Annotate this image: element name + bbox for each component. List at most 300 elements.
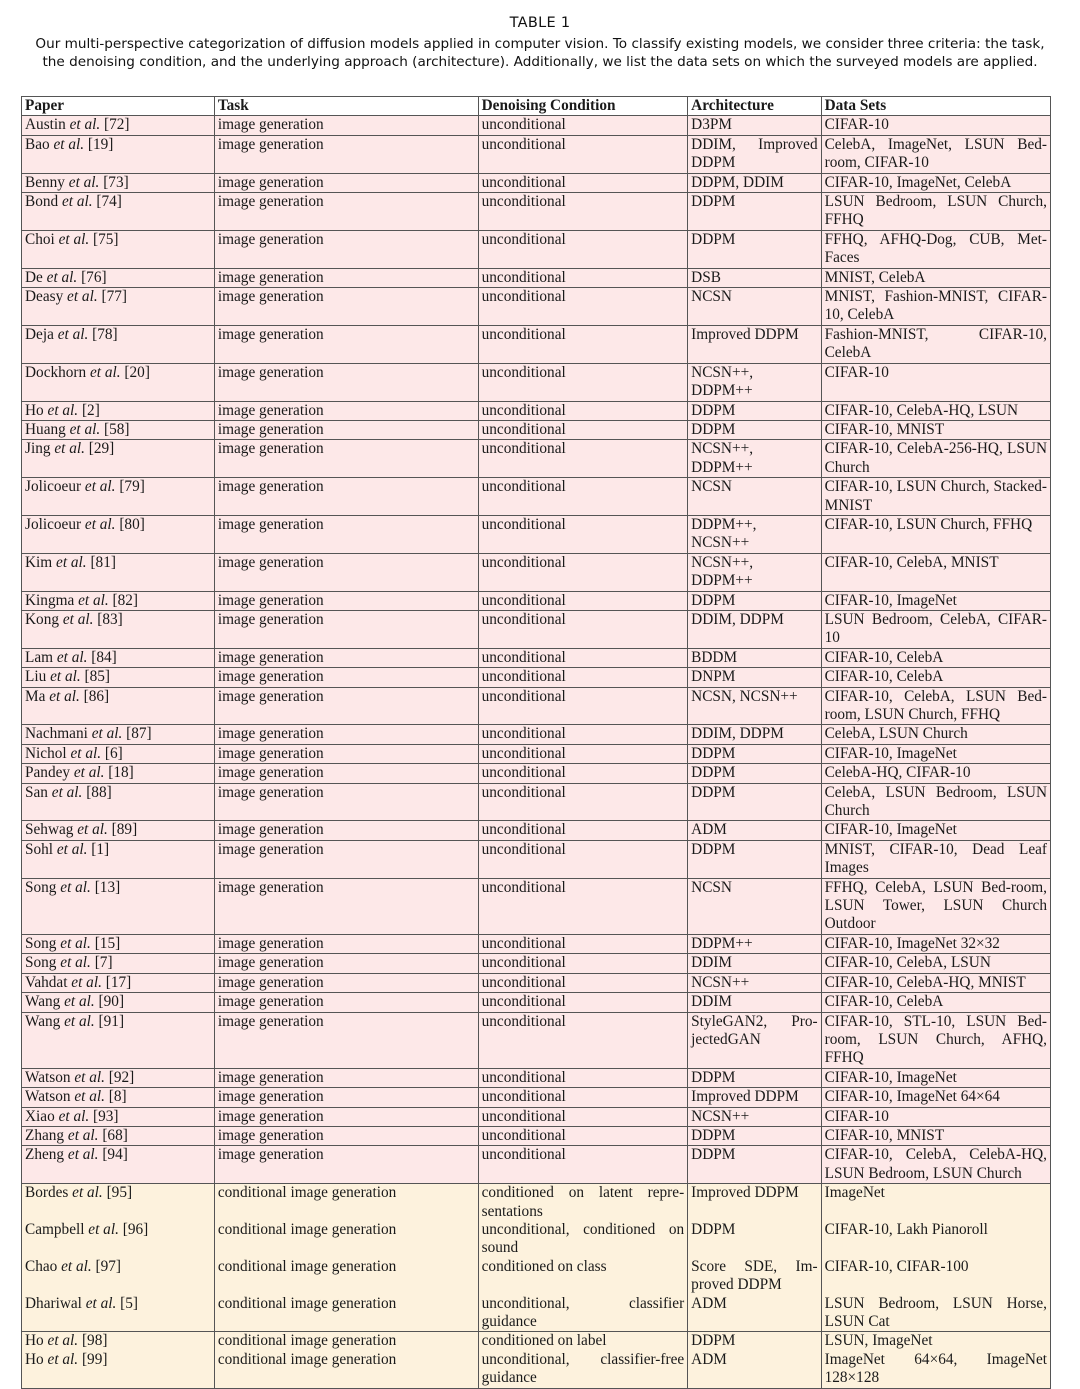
cell-data-sets: CelebA-HQ, CIFAR-10 [821,764,1050,783]
cell-denoising-condition: unconditional [478,648,688,667]
author-name: Deasy [25,288,64,306]
author-name: Xiao [25,1107,55,1125]
cell-data-sets: LSUN Bedroom, CelebA, CIFAR-10 [821,610,1050,648]
table-row [22,1088,1051,1107]
cell-architecture: NCSN++, DDPM++ [688,363,821,401]
cell-denoising-condition: unconditional [478,973,688,992]
author-name: Zhang [25,1126,65,1144]
cell-paper [22,1332,215,1351]
cell-paper [22,440,215,478]
citation-ref: [81] [86,553,116,571]
cell-data-sets: MNIST, CelebA [821,268,1050,287]
table-row [22,193,1051,231]
cell-architecture: DDPM++ [688,934,821,953]
cell-architecture: D3PM [688,116,821,135]
citation-ref: [2] [78,401,100,419]
cell-denoising-condition: unconditional [478,401,688,420]
cell-task: image generation [214,878,478,934]
cell-paper [22,268,215,287]
cell-data-sets: CIFAR-10, MNIST [821,1126,1050,1145]
author-name: Ho [25,1350,44,1368]
author-name: Ma [25,687,46,705]
author-name: Lam [25,648,54,666]
cell-architecture: DDIM [688,954,821,973]
et-al: et al. [70,1088,105,1106]
cell-data-sets: CIFAR-10 [821,1107,1050,1126]
caption-line: Our multi-perspective categorization of diffusion models applied in computer vision. To classify existing models, we consider three criteria: the task, [35,36,1045,52]
table-body [22,116,1051,1388]
author-name: Jolicoeur [25,478,82,496]
et-al: et al. [66,744,102,762]
cell-architecture: DNPM [688,668,821,687]
cell-denoising-condition: unconditional [478,954,688,973]
et-al: et al. [57,1257,92,1275]
cell-data-sets: FFHQ, CelebA, LSUN Bed-room, LSUN Tower, LSUN Church Outdoor [821,878,1050,934]
cell-data-sets: CIFAR-10, STL-10, LSUN Bed-room, LSUN Church, AFHQ, FFHQ [821,1012,1050,1068]
cell-denoising-condition: unconditional [478,420,688,439]
cell-denoising-condition: unconditional [478,668,688,687]
et-al: et al. [58,193,93,211]
cell-task: image generation [214,440,478,478]
cell-task: image generation [214,744,478,763]
cell-denoising-condition: unconditional [478,1088,688,1107]
cell-architecture: StyleGAN2, Pro-jectedGAN [688,1012,821,1068]
table-row [22,420,1051,439]
cell-architecture: DDPM [688,840,821,878]
cell-task: image generation [214,993,478,1012]
cell-data-sets: CIFAR-10, LSUN Church, Stacked-MNIST [821,478,1050,516]
cell-paper [22,993,215,1012]
cell-architecture: DDIM, DDPM [688,725,821,744]
et-al: et al. [86,363,121,381]
cell-paper [22,116,215,135]
cell-architecture: DDPM, DDIM [688,173,821,192]
table-row [22,764,1051,783]
cell-denoising-condition: unconditional [478,840,688,878]
citation-ref: [76] [77,268,107,286]
cell-denoising-condition: unconditional [478,591,688,610]
cell-architecture: ADM [688,1351,821,1388]
table-row [22,515,1051,553]
cell-task: image generation [214,821,478,840]
cell-denoising-condition: unconditional, conditioned on sound [478,1221,688,1258]
cell-denoising-condition: unconditional [478,553,688,591]
cell-paper [22,610,215,648]
author-name: Ho [25,1332,44,1350]
cell-paper [22,1107,215,1126]
cell-task: image generation [214,648,478,667]
categorization-table [21,96,1051,1389]
cell-paper [22,135,215,173]
citation-ref: [86] [79,687,110,705]
citation-ref: [75] [89,230,119,248]
cell-data-sets: CIFAR-10, CelebA [821,668,1050,687]
cell-data-sets: CIFAR-10 [821,116,1050,135]
et-al: et al. [54,230,90,248]
cell-task: conditional image generation [214,1221,478,1258]
cell-denoising-condition: unconditional [478,478,688,516]
table-title: TABLE 1 [509,15,571,31]
cell-task: image generation [214,610,478,648]
table-row [22,478,1051,516]
et-al: et al. [63,288,98,306]
cell-data-sets: CIFAR-10, CelebA, CelebA-HQ, LSUN Bedroom, LSUN Church [821,1146,1050,1184]
author-name: De [25,268,43,286]
citation-ref: [80] [115,515,145,533]
cell-architecture: NCSN++ [688,973,821,992]
cell-paper [22,325,215,363]
cell-task: image generation [214,135,478,173]
table-row [22,1126,1051,1145]
table-row [22,363,1051,401]
cell-denoising-condition: unconditional [478,515,688,553]
author-name: Benny [25,173,65,191]
citation-ref: [92] [104,1068,135,1086]
cell-paper [22,420,215,439]
table-row [22,783,1051,821]
cell-paper [22,1012,215,1068]
cell-architecture: BDDM [688,648,821,667]
et-al: et al. [84,1220,119,1238]
header-architecture: Architecture [688,97,821,116]
cell-paper [22,230,215,268]
citation-ref: [15] [90,934,121,952]
cell-paper [22,591,215,610]
et-al: et al. [81,478,116,496]
cell-data-sets: CIFAR-10, CelebA, MNIST [821,553,1050,591]
cell-task: image generation [214,288,478,326]
cell-architecture: Improved DDPM [688,1184,821,1221]
table-row [22,1107,1051,1126]
cell-data-sets: ImageNet [821,1184,1050,1221]
author-name: Song [25,934,57,952]
cell-denoising-condition: unconditional [478,783,688,821]
cell-paper [22,1351,215,1388]
cell-denoising-condition: conditioned on class [478,1258,688,1295]
cell-data-sets: CelebA, ImageNet, LSUN Bed-room, CIFAR-10 [821,135,1050,173]
author-name: Nachmani [25,725,88,743]
citation-ref: [17] [101,973,132,991]
table-row [22,668,1051,687]
cell-architecture: DDPM [688,1332,821,1351]
cell-architecture: DDPM [688,230,821,268]
cell-task: image generation [214,764,478,783]
cell-paper [22,478,215,516]
cell-task: image generation [214,1146,478,1184]
cell-paper [22,1295,215,1332]
caption-line: the denoising condition, and the underlying approach (architecture). Additionally, we list the data sets on which the surveyed models are applied. [42,54,1038,70]
cell-denoising-condition: unconditional [478,135,688,173]
et-al: et al. [50,440,85,458]
table-caption [18,35,1062,71]
et-al: et al. [53,325,89,343]
et-al: et al. [45,687,80,705]
citation-ref: [98] [78,1332,108,1350]
table-row [22,325,1051,363]
cell-paper [22,1146,215,1184]
cell-task: image generation [214,515,478,553]
cell-architecture: NCSN++, DDPM++ [688,440,821,478]
table-row [22,1012,1051,1068]
author-name: San [25,783,48,801]
cell-task: image generation [214,1107,478,1126]
cell-architecture: Improved DDPM [688,325,821,363]
cell-paper [22,764,215,783]
et-al: et al. [43,401,79,419]
citation-ref: [29] [84,440,115,458]
cell-task: image generation [214,325,478,363]
cell-data-sets: FFHQ, AFHQ-Dog, CUB, Met-Faces [821,230,1050,268]
citation-ref: [83] [93,610,123,628]
cell-data-sets: ImageNet 64×64, ImageNet 128×128 [821,1351,1050,1388]
cell-paper [22,363,215,401]
cell-architecture: DDPM [688,744,821,763]
cell-architecture: DDPM [688,193,821,231]
table-row [22,230,1051,268]
table-row [22,401,1051,420]
cell-paper [22,1126,215,1145]
author-name: Jolicoeur [25,515,82,533]
et-al: et al. [81,515,116,533]
author-name: Watson [25,1088,71,1106]
cell-architecture: ADM [688,821,821,840]
cell-data-sets: LSUN Bedroom, LSUN Horse, LSUN Cat [821,1295,1050,1332]
cell-architecture: Improved DDPM [688,1088,821,1107]
cell-architecture: NCSN [688,478,821,516]
table-row [22,993,1051,1012]
citation-ref: [72] [100,116,130,134]
table-row [22,610,1051,648]
cell-paper [22,1221,215,1258]
cell-data-sets: CIFAR-10, CelebA-HQ, LSUN [821,401,1050,420]
cell-denoising-condition: conditioned on latent repre-sentations [478,1184,688,1221]
table-row [22,288,1051,326]
et-al: et al. [53,648,88,666]
et-al: et al. [64,1146,99,1164]
et-al: et al. [46,668,81,686]
et-al: et al. [70,764,105,782]
table-row [22,116,1051,135]
et-al: et al. [43,1350,79,1368]
author-name: Bond [25,193,59,211]
cell-paper [22,553,215,591]
table-row [22,268,1051,287]
cell-denoising-condition: unconditional [478,193,688,231]
cell-task: image generation [214,1012,478,1068]
cell-task: image generation [214,934,478,953]
table-row [22,648,1051,667]
et-al: et al. [81,1294,117,1312]
citation-ref: [74] [92,193,122,211]
et-al: et al. [70,1068,105,1086]
cell-denoising-condition: unconditional [478,440,688,478]
cell-paper [22,288,215,326]
cell-architecture: NCSN [688,288,821,326]
citation-ref: [99] [78,1350,108,1368]
cell-denoising-condition: unconditional [478,116,688,135]
et-al: et al. [60,993,95,1011]
cell-architecture: DDPM [688,764,821,783]
table-row [22,1351,1051,1388]
cell-data-sets: CIFAR-10, CIFAR-100 [821,1258,1050,1295]
cell-data-sets: LSUN Bedroom, LSUN Church, FFHQ [821,193,1050,231]
cell-task: image generation [214,783,478,821]
et-al: et al. [47,783,83,801]
et-al: et al. [64,1126,99,1144]
author-name: Bordes [25,1184,69,1202]
cell-architecture: DDPM [688,591,821,610]
author-name: Zheng [25,1146,65,1164]
cell-denoising-condition: unconditional [478,610,688,648]
citation-ref: [58] [100,420,130,438]
table-row [22,878,1051,934]
cell-task: conditional image generation [214,1184,478,1221]
cell-paper [22,934,215,953]
author-name: Bao [25,135,50,153]
table-row [22,821,1051,840]
cell-task: conditional image generation [214,1295,478,1332]
header-denoising-condition: Denoising Condition [478,97,688,116]
citation-ref: [97] [91,1257,122,1275]
cell-architecture: DSB [688,268,821,287]
cell-data-sets: MNIST, CIFAR-10, Dead Leaf Images [821,840,1050,878]
citation-ref: [96] [118,1220,149,1238]
citation-ref: [82] [108,591,139,609]
et-al: et al. [54,1107,90,1125]
cell-task: image generation [214,687,478,725]
et-al: et al. [64,173,100,191]
citation-ref: [85] [80,668,110,686]
cell-data-sets: CIFAR-10, ImageNet, CelebA [821,173,1050,192]
header-paper: Paper [22,97,215,116]
cell-data-sets: CelebA, LSUN Church [821,725,1050,744]
cell-architecture: Score SDE, Im-proved DDPM [688,1258,821,1295]
cell-denoising-condition: unconditional [478,173,688,192]
cell-denoising-condition: unconditional [478,1126,688,1145]
et-al: et al. [67,973,102,991]
cell-architecture: NCSN [688,878,821,934]
cell-denoising-condition: unconditional, classifier guidance [478,1295,688,1332]
citation-ref: [7] [90,954,113,972]
cell-denoising-condition: unconditional [478,993,688,1012]
table-row [22,840,1051,878]
cell-task: image generation [214,954,478,973]
author-name: Kingma [25,591,75,609]
citation-ref: [77] [97,288,127,306]
cell-task: image generation [214,420,478,439]
cell-paper [22,954,215,973]
author-name: Nichol [25,744,67,762]
citation-ref: [87] [122,725,152,743]
author-name: Huang [25,420,66,438]
citation-ref: [95] [102,1184,133,1202]
cell-paper [22,1068,215,1087]
cell-task: image generation [214,725,478,744]
citation-ref: [8] [104,1088,127,1106]
cell-denoising-condition: unconditional [478,1146,688,1184]
citation-ref: [6] [101,744,123,762]
cell-paper [22,1258,215,1295]
citation-ref: [78] [88,325,118,343]
cell-task: image generation [214,668,478,687]
cell-architecture: DDIM [688,993,821,1012]
cell-task: image generation [214,478,478,516]
et-al: et al. [42,268,78,286]
cell-paper [22,821,215,840]
author-name: Vahdat [25,973,68,991]
et-al: et al. [65,420,101,438]
citation-ref: [89] [107,821,138,839]
cell-task: image generation [214,401,478,420]
cell-task: image generation [214,553,478,591]
table-row [22,954,1051,973]
cell-data-sets: CIFAR-10, LSUN Church, FFHQ [821,515,1050,553]
cell-data-sets: MNIST, Fashion-MNIST, CIFAR-10, CelebA [821,288,1050,326]
cell-paper [22,668,215,687]
author-name: Song [25,878,57,896]
cell-denoising-condition: unconditional [478,325,688,363]
cell-data-sets: CIFAR-10, ImageNet [821,591,1050,610]
cell-task: image generation [214,363,478,401]
et-al: et al. [60,1012,95,1030]
author-name: Jing [25,440,51,458]
cell-task: image generation [214,1088,478,1107]
cell-data-sets: CelebA, LSUN Bedroom, LSUN Church [821,783,1050,821]
cell-architecture: DDPM [688,783,821,821]
cell-architecture: ADM [688,1295,821,1332]
cell-data-sets: CIFAR-10, CelebA-256-HQ, LSUN Church [821,440,1050,478]
table-row [22,1295,1051,1332]
table-row [22,1221,1051,1258]
cell-paper [22,648,215,667]
cell-architecture: DDIM, DDPM [688,610,821,648]
author-name: Kong [25,610,59,628]
cell-data-sets: CIFAR-10, ImageNet [821,1068,1050,1087]
cell-paper [22,173,215,192]
table-row [22,725,1051,744]
citation-ref: [13] [90,878,121,896]
cell-denoising-condition: unconditional [478,1012,688,1068]
table-row [22,553,1051,591]
cell-data-sets: CIFAR-10, Lakh Pianoroll [821,1221,1050,1258]
table-row [22,1332,1051,1351]
table-row [22,1068,1051,1087]
cell-denoising-condition: unconditional [478,764,688,783]
cell-paper [22,725,215,744]
citation-ref: [84] [87,648,117,666]
et-al: et al. [52,553,87,571]
author-name: Deja [25,325,54,343]
citation-ref: [5] [116,1294,139,1312]
cell-architecture: DDPM [688,1221,821,1258]
cell-task: image generation [214,268,478,287]
et-al: et al. [68,1184,103,1202]
author-name: Song [25,954,57,972]
cell-paper [22,687,215,725]
cell-task: image generation [214,1126,478,1145]
citation-ref: [94] [98,1146,128,1164]
citation-ref: [20] [120,363,150,381]
cell-task: image generation [214,840,478,878]
cell-data-sets: LSUN, ImageNet [821,1332,1050,1351]
cell-denoising-condition: unconditional [478,1107,688,1126]
cell-task: conditional image generation [214,1332,478,1351]
et-al: et al. [59,610,94,628]
header-task: Task [214,97,478,116]
table-row [22,1184,1051,1221]
author-name: Pandey [25,764,71,782]
cell-architecture: NCSN++ [688,1107,821,1126]
